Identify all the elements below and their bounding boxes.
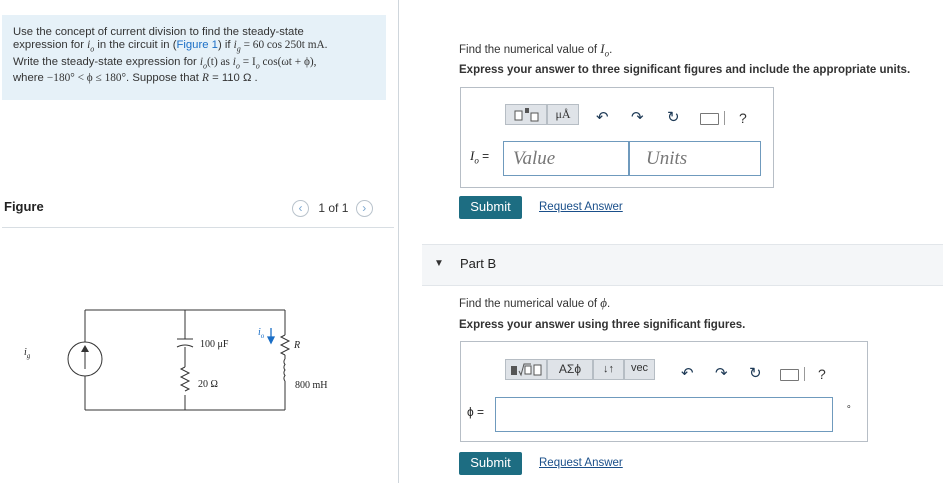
- subscript-superscript-button[interactable]: ↓↑: [593, 359, 624, 380]
- prev-figure-button[interactable]: ‹: [292, 200, 309, 217]
- value-input[interactable]: Value: [503, 141, 629, 176]
- greek-symbols-button[interactable]: ΑΣϕ: [547, 359, 593, 380]
- help-icon[interactable]: ?: [739, 110, 747, 126]
- undo-icon[interactable]: ↶: [596, 109, 609, 126]
- problem-line-1: Use the concept of current division to find the steady-state: [13, 26, 304, 38]
- partB-header-bottom-rule: [422, 285, 943, 286]
- figure-divider: [2, 227, 394, 228]
- resistor-20-icon: [181, 367, 189, 391]
- next-figure-button[interactable]: ›: [356, 200, 373, 217]
- reset-icon[interactable]: ↻: [667, 109, 680, 126]
- toolbar-b-separator: [804, 367, 805, 381]
- partB-prompt: Find the numerical value of ϕ.: [459, 295, 611, 310]
- problem-line-2: expression for $i_o$ in the circuit in (Figure 1) if $i_g = 60$ cos 250t mA.: [13, 39, 328, 54]
- units-input[interactable]: Units: [629, 141, 761, 176]
- capacitor-curved-plate-icon: [177, 345, 193, 347]
- help-b-icon[interactable]: ?: [818, 366, 826, 382]
- partB-header[interactable]: [422, 245, 943, 285]
- undo-b-icon[interactable]: ↶: [681, 365, 694, 382]
- figure-link[interactable]: Figure 1: [176, 39, 218, 52]
- units-picker-button[interactable]: μÅ: [547, 104, 579, 125]
- toolbar-separator: [724, 111, 725, 125]
- resistor-R-icon: [281, 335, 289, 355]
- pane-divider: [398, 0, 399, 483]
- collapse-caret-icon[interactable]: ▼: [434, 258, 444, 269]
- ig-label: $i_g$: [24, 347, 31, 360]
- vector-button[interactable]: vec: [624, 359, 655, 380]
- degree-suffix: ∘: [846, 401, 852, 411]
- source-arrowhead-icon: [81, 345, 89, 352]
- partA-request-answer-link[interactable]: Request Answer: [539, 201, 623, 213]
- keyboard-icon[interactable]: [700, 113, 719, 125]
- inductor-icon: [284, 359, 285, 381]
- problem-line-3: Write the steady-state expression for $i_o(t)$ as $i_o = I_o$ cos(ωt + ϕ),: [13, 55, 317, 70]
- templates-icon: [506, 105, 546, 124]
- inductor-label: 800 mH: [295, 380, 328, 391]
- keyboard-b-icon[interactable]: [780, 369, 799, 381]
- resistor-20-label: 20 Ω: [198, 379, 218, 390]
- problem-statement: [13, 26, 383, 85]
- templates-button[interactable]: [505, 104, 547, 125]
- math-templates-button[interactable]: [505, 359, 547, 380]
- sqrt-template-icon: [506, 360, 546, 379]
- redo-icon[interactable]: ↷: [631, 109, 644, 126]
- reset-b-icon[interactable]: ↻: [749, 365, 762, 382]
- figure-pager: [292, 200, 373, 217]
- circuit-diagram: [20, 295, 340, 425]
- partA-instruction: Express your answer to three significant figures and include the appropriate units.: [459, 64, 911, 76]
- partA-prompt: Find the numerical value of $I_o$.: [459, 41, 613, 59]
- figure-title: Figure: [4, 199, 44, 214]
- redo-b-icon[interactable]: ↷: [715, 365, 728, 382]
- io-label: $i_o$: [258, 327, 265, 340]
- problem-line-4: where −180° < ϕ ≤ 180°. Suppose that R = 110 Ω .: [13, 72, 258, 85]
- partB-request-answer-link[interactable]: Request Answer: [539, 457, 623, 469]
- capacitor-label: 100 μF: [200, 339, 229, 350]
- partA-input-label: $I_o$ =: [470, 148, 490, 166]
- partA-submit-button[interactable]: Submit: [459, 196, 522, 219]
- partB-submit-button[interactable]: Submit: [459, 452, 522, 475]
- R-label: R: [294, 340, 301, 351]
- partB-title: Part B: [460, 256, 497, 271]
- figure-counter: 1 of 1: [318, 200, 349, 215]
- partB-instruction: Express your answer using three significant figures.: [459, 319, 746, 331]
- partB-input-label: ϕ =: [467, 405, 485, 419]
- phi-input[interactable]: [495, 397, 833, 432]
